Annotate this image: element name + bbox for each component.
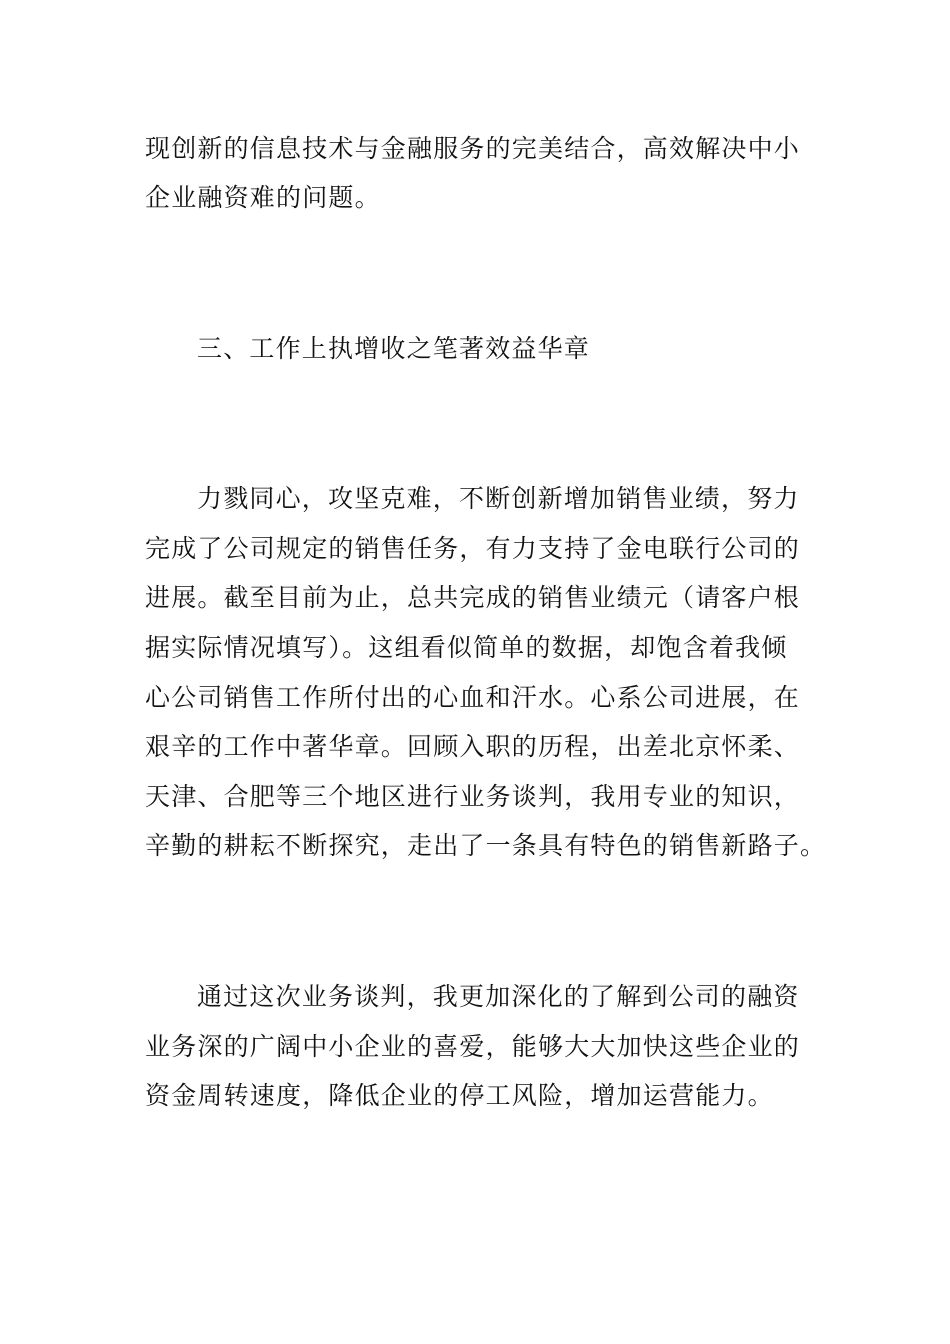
text-line: 通过这次业务谈判，我更加深化的了解到公司的融资 bbox=[197, 982, 800, 1011]
text-line: 完成了公司规定的销售任务，有力支持了金电联行公司的 bbox=[145, 534, 801, 563]
text-line: 辛勤的耕耘不断探究，走出了一条具有特色的销售新路子。 bbox=[145, 831, 827, 860]
text-line: 艰辛的工作中著华章。回顾入职的历程，出差北京怀柔、 bbox=[145, 732, 801, 761]
text-line: 企业融资难的问题。 bbox=[145, 183, 381, 212]
text-line: 天津、合肥等三个地区进行业务谈判，我用专业的知识， bbox=[145, 782, 801, 811]
text-line: 资金周转速度，降低企业的停工风险，增加运营能力。 bbox=[145, 1081, 774, 1110]
text-line: 心公司销售工作所付出的心血和汗水。心系公司进展，在 bbox=[145, 683, 801, 712]
text-line: 据实际情况填写）。这组看似简单的数据，却饱含着我倾 bbox=[145, 633, 788, 662]
text-line: 力戮同心，攻坚克难，不断创新增加销售业绩，努力 bbox=[197, 484, 800, 513]
text-line: 业务深的广阔中小企业的喜爱，能够大大加快这些企业的 bbox=[145, 1032, 801, 1061]
section-heading: 三、工作上执增收之笔著效益华章 bbox=[197, 334, 591, 363]
text-line: 进展。截至目前为止，总共完成的销售业绩元（请客户根 bbox=[145, 583, 801, 612]
text-line: 现创新的信息技术与金融服务的完美结合，高效解决中小 bbox=[145, 134, 801, 163]
